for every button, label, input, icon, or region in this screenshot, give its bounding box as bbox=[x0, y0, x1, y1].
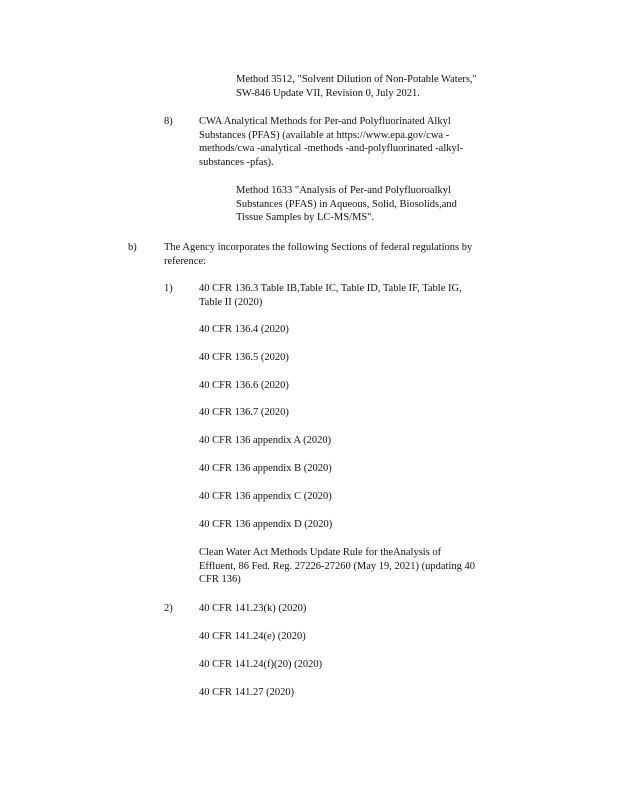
text-line: CWA Analytical Methods for Per-and Polyfluorinated Alkyl bbox=[199, 116, 451, 127]
item-number-2: 2) bbox=[164, 603, 173, 614]
text-line: 40 CFR 136.3 Table IB,Table IC, Table ID, Table IF, Table IG, bbox=[199, 283, 462, 294]
clean-water-act-reference bbox=[199, 546, 517, 587]
text-line: SW-846 Update VII, Revision 0, July 2021. bbox=[236, 87, 420, 99]
cfr-reference: 40 CFR 141.24(e) (2020) bbox=[199, 631, 306, 642]
text-line: substances -pfas). bbox=[199, 156, 274, 168]
item-number-1: 1) bbox=[164, 283, 173, 294]
text-line: Substances (PFAS) (available at https://www.epa.gov/cwa - bbox=[199, 129, 450, 141]
text-line: Method 1633 "Analysis of Per-and Polyfluoroalkyl bbox=[236, 185, 451, 196]
cfr-reference: 40 CFR 141.24(f)(20) (2020) bbox=[199, 659, 323, 670]
item-8-paragraph bbox=[199, 115, 491, 169]
text-line: The Agency incorporates the following Sections of federal regulations by bbox=[164, 242, 473, 253]
cfr-reference: 40 CFR 136 appendix B (2020) bbox=[199, 463, 332, 474]
text-line: CFR 136) bbox=[199, 574, 241, 585]
text-line: Method 3512, "Solvent Dilution of Non-Potable Waters," bbox=[236, 74, 477, 85]
method-1633-citation bbox=[236, 184, 482, 225]
cfr-reference: 40 CFR 136.6 (2020) bbox=[199, 380, 289, 391]
text-line: Substances (PFAS) in Aqueous, Solid, Biosolids,and bbox=[236, 198, 457, 210]
cfr-reference: 40 CFR 136 appendix D (2020) bbox=[199, 519, 333, 530]
section-b-paragraph bbox=[164, 241, 518, 268]
text-line: Effluent, 86 Fed. Reg. 27226-27260 (May 19, 2021) (updating 40 bbox=[199, 560, 475, 572]
text-line: Tissue Samples by LC-MS/MS". bbox=[236, 212, 375, 223]
cfr-reference: 40 CFR 136 appendix A (2020) bbox=[199, 435, 332, 446]
cfr-reference: 40 CFR 136.7 (2020) bbox=[199, 407, 289, 418]
text-line: Clean Water Act Methods Update Rule for theAnalysis of bbox=[199, 547, 442, 558]
item-1-first-reference bbox=[199, 282, 505, 309]
text-line: methods/cwa -analytical -methods -and-polyfluorinated -alkyl- bbox=[199, 143, 464, 154]
text-line: Table II (2020) bbox=[199, 296, 263, 308]
cfr-reference: 40 CFR 136.4 (2020) bbox=[199, 324, 289, 335]
cfr-reference: 40 CFR 136 appendix C (2020) bbox=[199, 491, 332, 502]
item-number-8: 8) bbox=[164, 116, 173, 127]
text-line: reference: bbox=[164, 255, 206, 267]
cfr-reference: 40 CFR 141.27 (2020) bbox=[199, 687, 295, 698]
section-letter-b: b) bbox=[128, 242, 137, 253]
method-3512-citation bbox=[236, 73, 518, 100]
cfr-reference: 40 CFR 141.23(k) (2020) bbox=[199, 603, 307, 614]
cfr-reference: 40 CFR 136.5 (2020) bbox=[199, 352, 289, 363]
